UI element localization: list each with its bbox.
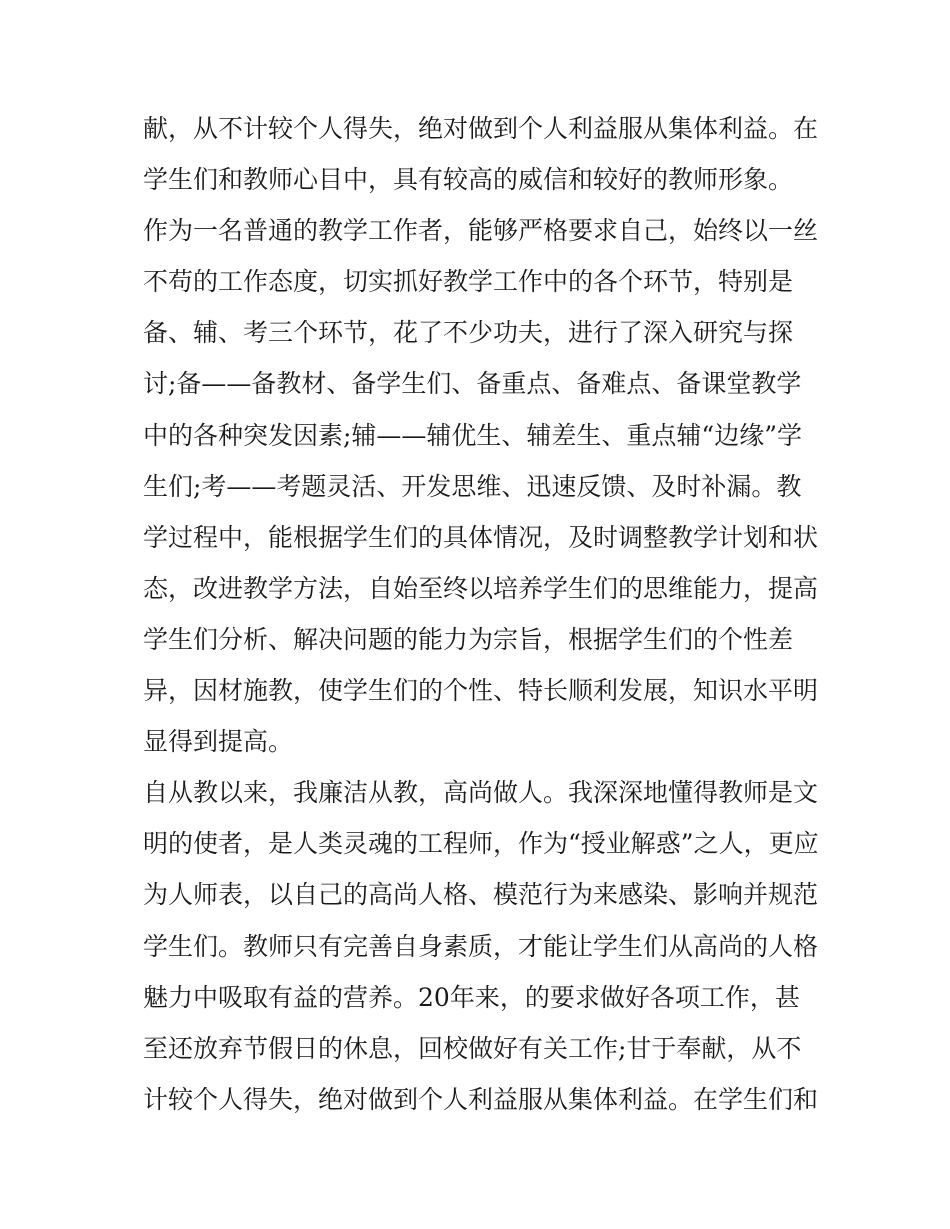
text-line: 魅力中吸取有益的营养。20年来，的要求做好各项工作，甚	[143, 982, 800, 1012]
text-line: 至还放弃节假日的休息，回校做好有关工作;甘于奉献，从不	[143, 1033, 802, 1063]
text-line: 献，从不计较个人得失，绝对做到个人利益服从集体利益。在	[143, 114, 819, 143]
body-text	[143, 103, 823, 1125]
text-line: 学过程中，能根据学生们的具体情况，及时调整教学计划和状	[143, 522, 819, 552]
text-line: 不苟的工作态度，切实抓好教学工作中的各个环节，特别是	[143, 267, 794, 297]
text-line: 学生们和教师心目中，具有较高的威信和较好的教师形象。	[143, 165, 794, 195]
text-line: 态，改进教学方法，自始至终以培养学生们的思维能力，提高	[143, 573, 819, 603]
text-line: 学生们。教师只有完善自身素质，才能让学生们从高尚的人格	[143, 931, 819, 961]
text-line: 显得到提高。	[143, 727, 294, 757]
text-line: 讨;备——备教材、备学生们、备重点、备难点、备课堂教学	[143, 369, 802, 399]
text-line: 异，因材施教，使学生们的个性、特长顺利发展，知识水平明	[143, 676, 819, 706]
text-line: 作为一名普通的教学工作者，能够严格要求自己，始终以一丝	[143, 216, 819, 246]
text-line: 中的各种突发因素;辅——辅优生、辅差生、重点辅“边缘”学	[143, 420, 802, 450]
text-line: 明的使者，是人类灵魂的工程师，作为“授业解惑”之人，更应	[143, 829, 819, 859]
text-line: 为人师表，以自己的高尚人格、模范行为来感染、影响并规范	[143, 880, 819, 910]
text-line: 自从教以来，我廉洁从教，高尚做人。我深深地懂得教师是文	[143, 778, 819, 808]
text-line: 计较个人得失，绝对做到个人利益服从集体利益。在学生们和	[143, 1084, 819, 1114]
text-line: 学生们分析、解决问题的能力为宗旨，根据学生们的个性差	[143, 624, 794, 654]
text-line: 生们;考——考题灵活、开发思维、迅速反馈、及时补漏。教	[143, 471, 802, 501]
text-line: 备、辅、考三个环节，花了不少功夫，进行了深入研究与探	[143, 318, 794, 348]
